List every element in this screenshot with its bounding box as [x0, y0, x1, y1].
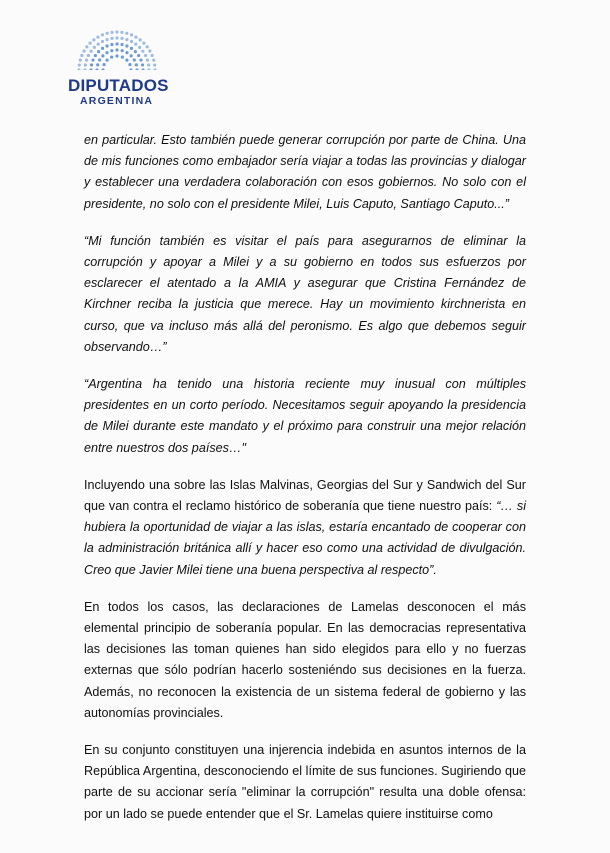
quoted-text: en particular. Esto también puede generar corrupción por parte de China. Una de mis funciones como embajador sería viajar a todas las provincias y dialogar y establecer una verdadera colaboración con esos gobiernos. No solo con el presidente, no solo con el presidente Milei, Luis Caputo, Santiago Caputo...” — [84, 133, 526, 211]
quoted-text: “… si hubiera la oportunidad de viajar a las islas, estaría encantado de cooperar con la administración británica allí y hacer eso como una actividad de divulgación. Creo que Javier Milei tiene una buena perspectiva al respecto”. — [84, 499, 526, 577]
paragraph-2 — [84, 231, 526, 358]
paragraph-5 — [84, 597, 526, 724]
quoted-text: “Argentina ha tenido una historia reciente muy inusual con múltiples presidentes en un corto período. Necesitamos seguir apoyando la presidencia de Milei durante este mandato y el próximo para construir una mejor relación entre nuestros dos países…" — [84, 377, 526, 455]
quoted-text: “Mi función también es visitar el país para asegurarnos de eliminar la corrupción y apoyar a Milei y a su gobierno en todos sus esfuerzos por esclarecer el atentado a la AMIA y asegurar que Cristina Fernández de Kirchner reciba la justicia que merece. Hay un movimiento kirchnerista en curso, que va incluso más allá del peronismo. Es algo que debemos seguir observando…” — [84, 233, 526, 354]
paragraph-3 — [84, 374, 526, 459]
paragraph-4 — [84, 475, 526, 581]
paragraph-text: En su conjunto constituyen una injerencia indebida en asuntos internos de la República Argentina, desconociendo el límite de sus funciones. Sugiriendo que parte de su accionar sería "eliminar la corrupción" resulta una doble ofensa: por un lado se puede entender que el Sr. Lamelas quiere instituirse como — [84, 743, 526, 821]
paragraph-1 — [84, 130, 526, 215]
diputados-logo — [62, 30, 182, 110]
paragraph-text: En todos los casos, las declaraciones de Lamelas desconocen el más elemental principio de soberanía popular. En las democracias representativa las decisiones las toman quienes han sido elegidos para ello y no fuerzas externas que sólo podrían hacerlo sosteniéndo sus decisiones en la fuerza. Además, no reconocen la existencia de un sistema federal de gobierno y las autonomías provinciales. — [84, 599, 526, 720]
logo-subtitle: ARGENTINA — [80, 95, 154, 107]
paragraph-text: Incluyendo una sobre las Islas Malvinas, Georgias del Sur y Sandwich del Sur que van contra el reclamo histórico de soberanía que tiene nuestro país: — [84, 477, 526, 514]
document-body — [84, 130, 526, 841]
logo-name: DIPUTADOS — [68, 76, 169, 95]
congress-dome-icon — [76, 30, 158, 70]
paragraph-6 — [84, 740, 526, 825]
